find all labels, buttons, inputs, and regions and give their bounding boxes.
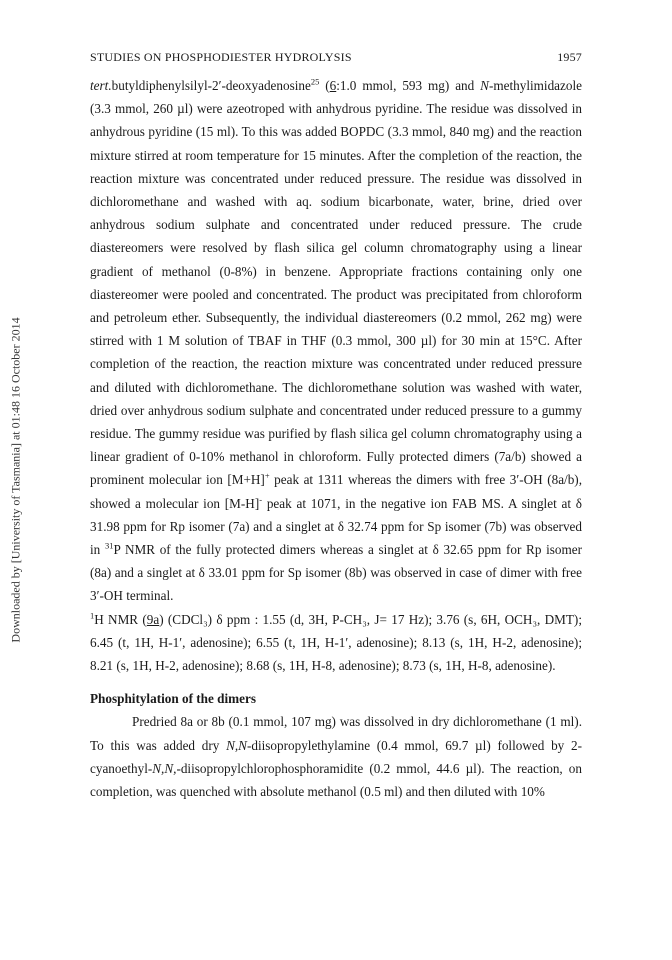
running-title: STUDIES ON PHOSPHODIESTER HYDROLYSIS bbox=[90, 50, 352, 64]
reference-superscript: 25 bbox=[310, 76, 320, 87]
nmr-data-paragraph: $^1$H NMR (9a) (CDCl₃) δ ppm : 1.55 (d, 3H, P-CH₃, J= 17 Hz); 3.76 (s, 6H, OCH₃, DMT); 6.45 (t, 1H, H-1′, adenosine); 6.55 (t, 1H, H-1′, adenosine); 8.13 (s, 1H, H-2, adenosine); 8.21 (s, 1H, H-2, adenosine); 8.68 (s, 1H, H-8, adenosine); 8.73 (s, 1H, H-8, adenosine). bbox=[90, 610, 582, 674]
experimental-paragraph-phosphitylation: Predried 8a or 8b (0.1 mmol, 107 mg) was dissolved in dry dichloromethane (1 ml). To this was added dry N,N-diisopropylethylamine (0.4 mmol, 69.7 µl) followed by 2-cyanoethyl-N,N,-diisopropylchlorophosphoramidite (0.2 mmol, 44.6 µl). The reaction, on completion, was quenched with absolute methanol (0.5 ml) and then diluted with 10% bbox=[90, 714, 582, 800]
section-heading: Phosphitylation of the dimers bbox=[90, 691, 256, 707]
page-body bbox=[90, 74, 582, 803]
experimental-paragraph-synthesis: tert.butyldiphenylsilyl-2′-deoxyadenosine$^{25}$ (6:1.0 mmol, 593 mg) and N-methylimidazole (3.3 mmol, 260 µl) were azeotroped with anhydrous pyridine. The residue was dissolved in anhydrous pyridine (15 ml). To this was added BOPDC (3.3 mmol, 840 mg) and the reaction mixture stirred at room temperature for 15 minutes. After the completion of the reaction, the reaction mixture was concentrated under reduced pressure. The residue was dissolved in dichloromethane and washed with aq. sodium bicarbonate, water, brine, dried over anhydrous sodium sulphate and concentrated under reduced pressure. The crude diastereomers were resolved by flash silica gel column chromatography using a linear gradient of methanol (0-8%) in benzene. Appropriate fractions containing only one diastereomer were pooled and concentrated. The product was precipitated from chloroform and petroleum ether. Subsequently, the individual diastereomers (0.2 mmol, 262 mg) were stirred with 1 M solution of TBAF in THF (0.3 mmol, 300 µl) for 30 min at 15°C. After completion of the reaction, the reaction mixture was concentrated under reduced pressure and diluted with dichloromethane. The dichloromethane solution was washed with water, dried over anhydrous sodium sulphate and concentrated under reduced pressure to a gummy residue. The gummy residue was purified by flash silica gel column chromatography using a linear gradient of 0-10% methanol in chloroform. Fully protected dimers (7a/b) showed a prominent molecular ion [M+H]+ peak at 1311 whereas the dimers with free 3′-OH (8a/b), showed a molecular ion [M-H]- peak at 1071, in the negative ion FAB MS. A singlet at δ 31.98 ppm for Rp isomer (7a) and a singlet at δ 32.74 ppm for Sp isomer (7b) was observed in $^{31}$P NMR of the fully protected dimers whereas a singlet at δ 32.65 ppm for Rp isomer (8a) and a singlet at δ 33.01 ppm for Sp isomer (8b) was observed in case of dimer with free 3′-OH terminal. bbox=[90, 76, 582, 604]
download-notice: Downloaded by [University of Tasmania] at 01:48 16 October 2014 bbox=[8, 317, 23, 643]
page-number: 1957 bbox=[557, 50, 582, 64]
tert-prefix: tert. bbox=[90, 78, 112, 93]
compound-number: 6 bbox=[329, 78, 337, 93]
compound-number: 9a bbox=[146, 611, 160, 627]
